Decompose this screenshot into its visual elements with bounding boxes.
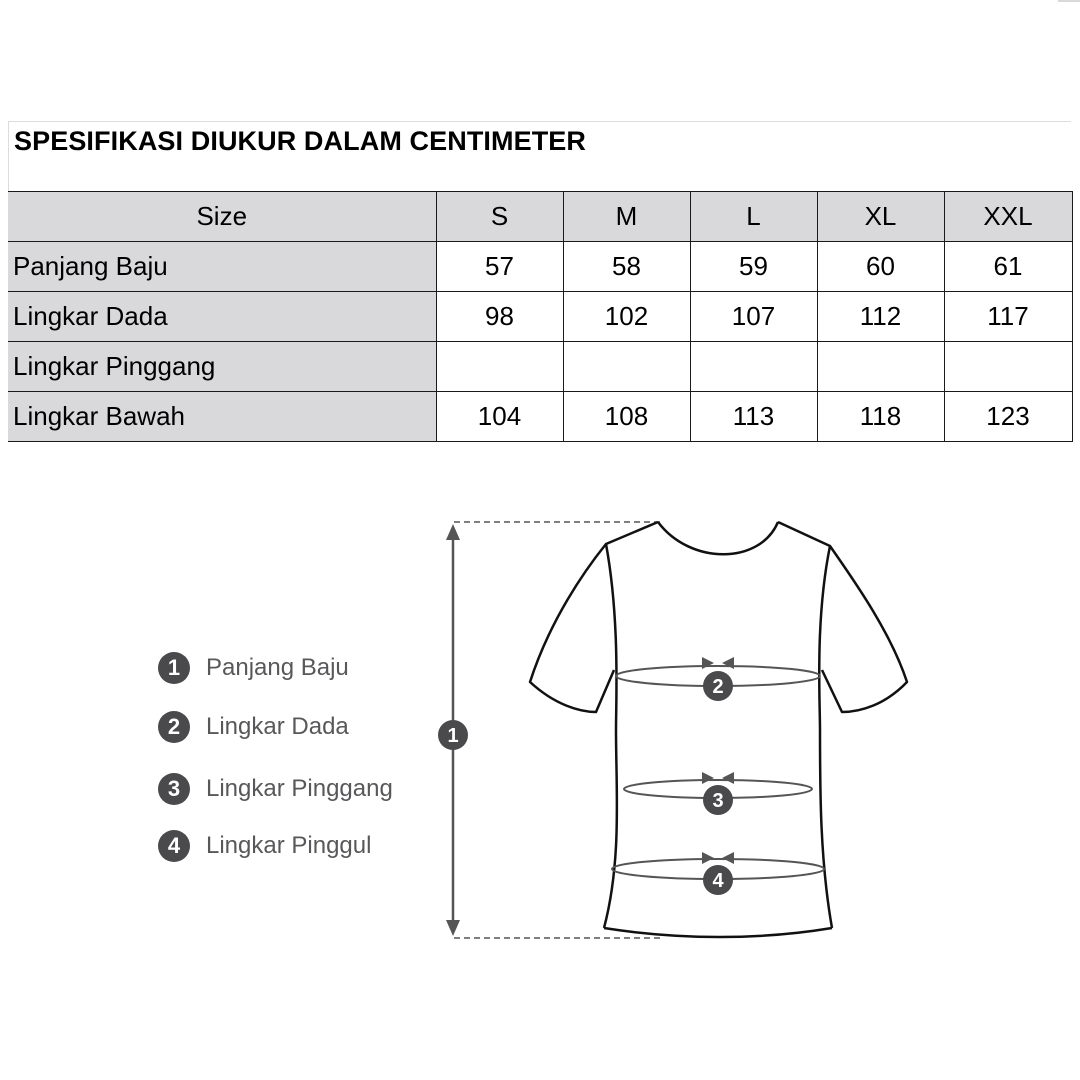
number-badge-icon: 1: [158, 652, 190, 684]
cell: [690, 342, 817, 392]
cell: 117: [944, 292, 1072, 342]
cell: 59: [690, 242, 817, 292]
header-l: L: [690, 192, 817, 242]
table-header-row: [8, 192, 1072, 242]
cell: [944, 342, 1072, 392]
table-row: [8, 292, 1072, 342]
cell: 61: [944, 242, 1072, 292]
marker-3-icon: [703, 785, 733, 815]
legend-label: Panjang Baju: [206, 654, 349, 681]
cell: 98: [436, 292, 563, 342]
cell: 118: [817, 392, 944, 442]
cell: 104: [436, 392, 563, 442]
svg-text:1: 1: [447, 725, 459, 747]
table-row: [8, 392, 1072, 442]
cell: [436, 342, 563, 392]
legend-item: [158, 830, 371, 862]
cell: 123: [944, 392, 1072, 442]
header-size: Size: [8, 192, 436, 242]
cell: 107: [690, 292, 817, 342]
cell: 60: [817, 242, 944, 292]
title-box: [8, 121, 1071, 191]
number-badge-icon: 3: [158, 773, 190, 805]
cell: 112: [817, 292, 944, 342]
row-label: Panjang Baju: [8, 242, 436, 292]
cell: [817, 342, 944, 392]
legend-item: [158, 711, 349, 743]
page-title: SPESIFIKASI DIUKUR DALAM CENTIMETER: [14, 126, 587, 156]
marker-4-icon: [703, 865, 733, 895]
corner-divider: [1058, 0, 1080, 2]
header-m: M: [563, 192, 690, 242]
number-badge-icon: 2: [158, 711, 190, 743]
number-badge-icon: 4: [158, 830, 190, 862]
row-label: Lingkar Dada: [8, 292, 436, 342]
legend-label: Lingkar Pinggul: [206, 832, 372, 859]
svg-text:3: 3: [712, 790, 724, 812]
cell: 113: [690, 392, 817, 442]
row-label: Lingkar Bawah: [8, 392, 436, 442]
svg-text:4: 4: [712, 870, 724, 892]
marker-2-icon: [703, 671, 733, 701]
legend-label: Lingkar Pinggang: [206, 775, 393, 802]
marker-1-icon: [438, 720, 468, 750]
marker-badges: [438, 671, 733, 895]
size-chart-table: [8, 191, 1073, 442]
table-row: [8, 342, 1072, 392]
svg-text:2: 2: [712, 676, 724, 698]
header-s: S: [436, 192, 563, 242]
cell: 108: [563, 392, 690, 442]
table-row: [8, 242, 1072, 292]
header-xl: XL: [817, 192, 944, 242]
legend-label: Lingkar Dada: [206, 713, 349, 740]
cell: [563, 342, 690, 392]
header-xxl: XXL: [944, 192, 1072, 242]
legend-item: [158, 652, 349, 684]
cell: 58: [563, 242, 690, 292]
cell: 102: [563, 292, 690, 342]
legend-item: [158, 773, 393, 805]
row-label: Lingkar Pinggang: [8, 342, 436, 392]
dashed-guide-lines: [454, 522, 660, 938]
cell: 57: [436, 242, 563, 292]
shirt-measurement-diagram: [430, 500, 930, 960]
